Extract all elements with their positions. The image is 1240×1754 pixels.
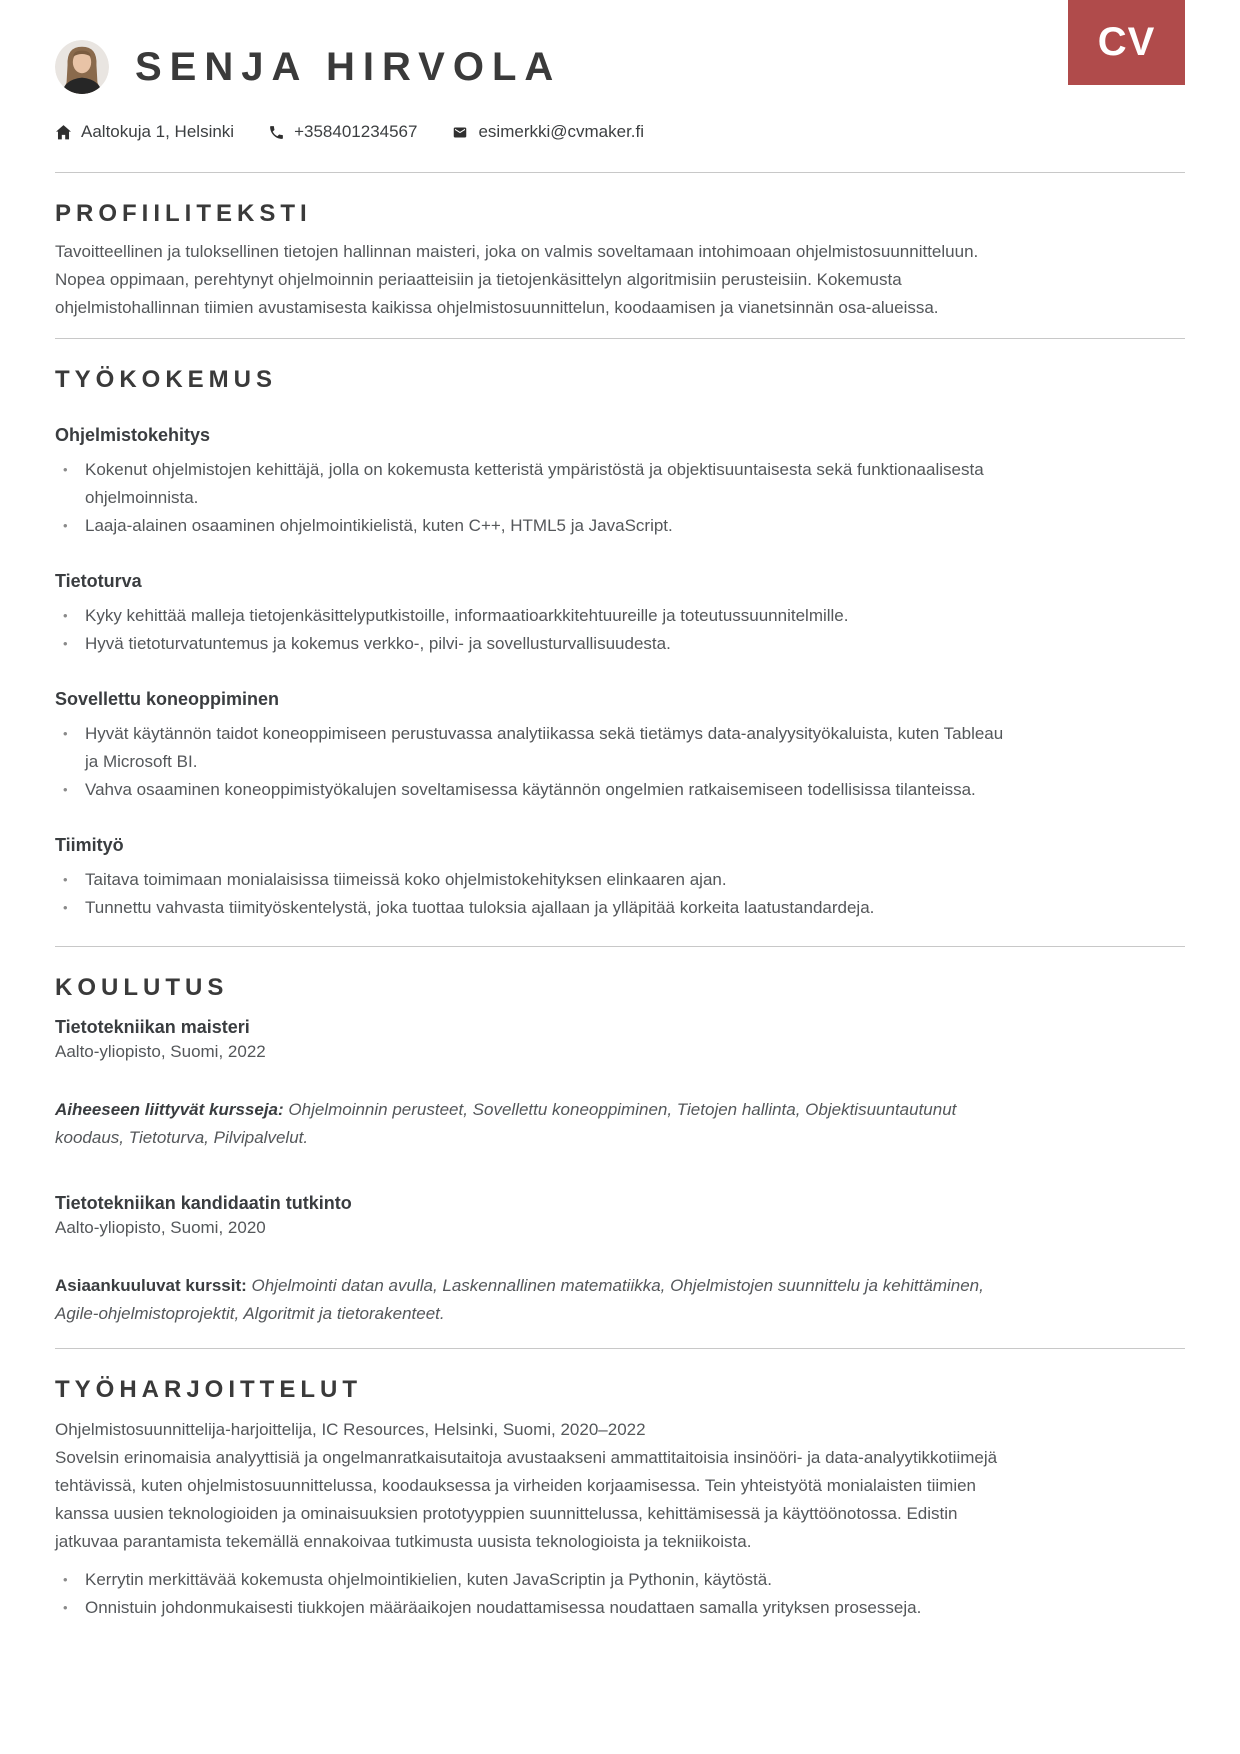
experience-group-heading: Sovellettu koneoppiminen [55, 689, 280, 709]
bullet-text: Hyvä tietoturvatuntemus ja kokemus verkko-, pilvi- ja sovellusturvallisuudesta. [85, 634, 671, 653]
section-title-profile: PROFIILITEKSTI [55, 200, 312, 227]
education-courses [55, 1272, 1015, 1328]
divider [55, 946, 1185, 947]
divider [55, 1348, 1185, 1349]
bullet-text: Kerrytin merkittävää kokemusta ohjelmointikielien, kuten JavaScriptin ja Pythonin, käytöstä. [85, 1570, 772, 1589]
header [55, 0, 1185, 142]
bullet-text: Kokenut ohjelmistojen kehittäjä, jolla on kokemusta ketteristä ympäristöstä ja objektisuuntaisesta sekä funktionaalisesta ohjelmoinnista. [85, 460, 984, 507]
list-item [55, 776, 1015, 804]
contact-address [55, 122, 234, 142]
contact-row [55, 122, 1185, 142]
contact-email [451, 122, 644, 142]
profile-text: Tavoitteellinen ja tuloksellinen tietojen hallinnan maisteri, joka on valmis soveltamaan intohimoaan ohjelmistosuunnitteluun. Nopea oppimaan, perehtynyt ohjelmoinnin periaatteisiin ja tietojenkäsittelyn algoritmisiin perusteisiin. Kokemusta ohjelmistohallinnan tiimien avustamisesta kaikissa ohjelmistosuunnittelun, koodaamisen ja vianetsinnän osa-alueissa. [55, 242, 979, 317]
bullet-dot-icon [55, 456, 85, 512]
experience-bullet-list [55, 720, 1015, 804]
contact-email-text: esimerkki@cvmaker.fi [478, 122, 645, 141]
email-icon [451, 125, 469, 140]
education-degree: Tietotekniikan kandidaatin tutkinto [55, 1193, 352, 1213]
experience-bullet-list [55, 456, 1015, 540]
bullet-dot-icon [55, 866, 85, 894]
experience-bullet-list [55, 866, 1015, 922]
cv-badge [1068, 0, 1185, 85]
list-item [55, 456, 1015, 512]
cv-badge-label: CV [1097, 20, 1156, 64]
divider [55, 338, 1185, 339]
list-item [55, 1594, 1015, 1622]
bullet-dot-icon [55, 776, 85, 804]
bullet-text: Laaja-alainen osaaminen ohjelmointikielistä, kuten C++, HTML5 ja JavaScript. [85, 516, 673, 535]
education-school: Aalto-yliopisto, Suomi, 2020 [55, 1218, 266, 1237]
divider [55, 172, 1185, 173]
bullet-dot-icon [55, 602, 85, 630]
bullet-text: Tunnettu vahvasta tiimityöskentelystä, joka tuottaa tuloksia ajallaan ja ylläpitää korkeita laatustandardeja. [85, 898, 875, 917]
experience-group-heading: Tiimityö [55, 835, 124, 855]
contact-phone [268, 122, 417, 142]
bullet-dot-icon [55, 1594, 85, 1622]
header-main [55, 0, 1185, 94]
list-item [55, 894, 1015, 922]
section-internships [55, 1375, 1185, 1622]
avatar-photo [55, 40, 109, 94]
section-title-education: KOULUTUS [55, 974, 229, 1001]
section-profile [55, 199, 1185, 322]
list-item [55, 1566, 1015, 1594]
list-item [55, 866, 1015, 894]
bullet-dot-icon [55, 512, 85, 540]
section-education [55, 973, 1185, 1328]
list-item [55, 720, 1015, 776]
list-item [55, 630, 1015, 658]
internship-role-line: Ohjelmistosuunnittelija-harjoittelija, IC Resources, Helsinki, Suomi, 2020–2022 [55, 1420, 646, 1439]
education-courses-label: Aiheeseen liittyvät kursseja: [55, 1100, 284, 1119]
bullet-text: Kyky kehittää malleja tietojenkäsittelyputkistoille, informaatioarkkitehtuureille ja toteutussuunnitelmille. [85, 606, 849, 625]
education-courses [55, 1096, 1015, 1152]
section-title-internships: TYÖHARJOITTELUT [55, 1376, 362, 1403]
contact-address-text: Aaltokuja 1, Helsinki [81, 122, 235, 141]
section-title-experience: TYÖKOKEMUS [55, 366, 278, 393]
bullet-text: Vahva osaaminen koneoppimistyökalujen soveltamisessa käytännön ongelmien ratkaisemiseen todellisissa tilanteissa. [85, 780, 976, 799]
home-icon [55, 124, 72, 141]
education-courses-text: Ohjelmoinnin perusteet, Sovellettu koneoppiminen, Tietojen hallinta, Objektisuuntautunut koodaus, Tietoturva, Pilvipalvelut. [55, 1100, 957, 1147]
education-school: Aalto-yliopisto, Suomi, 2022 [55, 1042, 266, 1061]
list-item [55, 512, 1015, 540]
internship-description: Sovelsin erinomaisia analyyttisiä ja ongelmanratkaisutaitoja avustaakseni ammattitaitoisia insinööri- ja data-analyytikkotiimejä tehtävissä, kuten ohjelmistosuunnittelussa, koodauksessa ja virheiden korjaamisessa. Tein yhteistyötä monialaisten tiimien kanssa uusien teknologioiden ja ominaisuuksien prototyyppien suunnittelussa, kehittämisessä ja käyttöönotossa. Edistin jatkuvaa parantamista tekemällä ennakoivaa tutkimusta uusista teknologioista ja tekniikoista. [55, 1448, 998, 1551]
experience-group-heading: Ohjelmistokehitys [55, 425, 211, 445]
bullet-text: Taitava toimimaan monialaisissa tiimeissä koko ohjelmistokehityksen elinkaaren ajan. [85, 870, 727, 889]
bullet-dot-icon [55, 720, 85, 776]
bullet-dot-icon [55, 630, 85, 658]
education-degree: Tietotekniikan maisteri [55, 1017, 250, 1037]
bullet-text: Hyvät käytännön taidot koneoppimiseen perustuvassa analytiikassa sekä tietämys data-analyysityökaluista, kuten Tableau ja Microsoft BI. [85, 724, 1004, 771]
bullet-dot-icon [55, 894, 85, 922]
page-title: SENJA HIRVOLA [135, 44, 562, 89]
bullet-text: Onnistuin johdonmukaisesti tiukkojen määräaikojen noudattamisessa noudattaen samalla yrityksen prosesseja. [85, 1598, 922, 1617]
contact-phone-text: +358401234567 [294, 122, 418, 141]
experience-group-heading: Tietoturva [55, 571, 142, 591]
experience-bullet-list [55, 602, 1015, 658]
education-courses-text: Ohjelmointi datan avulla, Laskennallinen matematiikka, Ohjelmistojen suunnittelu ja kehittäminen, Agile-ohjelmistoprojektit, Algoritmit ja tietorakenteet. [55, 1276, 984, 1323]
section-experience [55, 365, 1185, 922]
avatar [55, 40, 109, 94]
phone-icon [268, 124, 285, 141]
list-item [55, 602, 1015, 630]
bullet-dot-icon [55, 1566, 85, 1594]
education-courses-label: Asiaankuuluvat kurssit: [55, 1276, 247, 1295]
internship-bullet-list [55, 1566, 1015, 1622]
